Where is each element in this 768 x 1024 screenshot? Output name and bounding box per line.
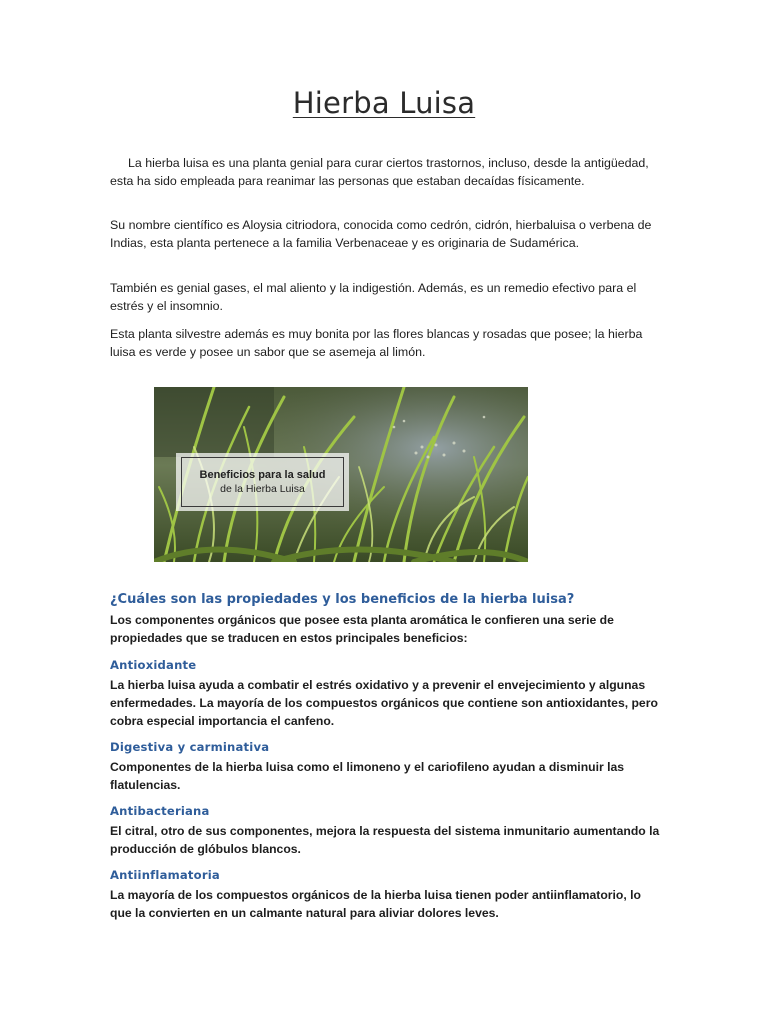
intro-paragraph-text: También es genial gases, el mal aliento y la indigestión. Además, es un remedio efectivo para el estrés y el insomnio. <box>110 281 637 313</box>
intro-paragraph-2 <box>110 216 662 252</box>
intro-paragraph-text: Su nombre científico es Aloysia citriodora, conocida como cedrón, cidrón, hierbaluisa o verbena de Indias, esta planta pertenece a la familia Verbenaceae y es originaria de Sudamérica. <box>110 218 652 250</box>
benefit-heading-digestiva: Digestiva y carminativa <box>110 740 270 754</box>
image-banner-line-1: Beneficios para la salud <box>199 469 326 481</box>
benefit-heading-antibacteriana: Antibacteriana <box>110 804 210 818</box>
benefit-heading-antioxidante: Antioxidante <box>110 658 197 672</box>
intro-paragraph-3 <box>110 279 662 315</box>
intro-paragraph-4 <box>110 325 662 361</box>
section-intro-text: Los componentes orgánicos que posee esta planta aromática le confieren una serie de propiedades que se traducen en estos principales beneficios: <box>110 613 614 645</box>
document-title <box>0 86 768 120</box>
hierba-luisa-photo <box>154 387 528 562</box>
benefit-text-antibacteriana <box>110 822 662 858</box>
section-intro <box>110 611 662 647</box>
image-banner <box>176 453 349 511</box>
section-heading: ¿Cuáles son las propiedades y los beneficios de la hierba luisa? <box>110 592 575 607</box>
benefit-text: La hierba luisa ayuda a combatir el estrés oxidativo y a prevenir el envejecimiento y algunas enfermedades. La mayoría de los compuestos orgánicos que contiene son antioxidantes, pero cobra especial importancia el canfeno. <box>110 678 658 728</box>
intro-paragraph-1 <box>110 154 662 190</box>
benefit-text: Componentes de la hierba luisa como el limoneno y el cariofileno ayudan a disminuir las flatulencias. <box>110 760 625 792</box>
intro-paragraph-text: La hierba luisa es una planta genial para curar ciertos trastornos, incluso, desde la antigüedad, esta ha sido empleada para reanimar las personas que estaban decaídas físicamente. <box>110 156 649 188</box>
image-banner-frame <box>181 457 344 507</box>
benefit-text-digestiva <box>110 758 662 794</box>
benefit-text: El citral, otro de sus componentes, mejora la respuesta del sistema inmunitario aumentando la producción de glóbulos blancos. <box>110 824 660 856</box>
benefit-text: La mayoría de los compuestos orgánicos de la hierba luisa tienen poder antiinflamatorio, lo que la convierten en un calmante natural para aliviar dolores leves. <box>110 888 641 920</box>
benefit-text-antioxidante <box>110 676 662 730</box>
benefit-heading-antiinflamatoria: Antiinflamatoria <box>110 868 220 882</box>
document-title-text: Hierba Luisa <box>292 86 476 120</box>
image-banner-line-2: de la Hierba Luisa <box>220 483 305 495</box>
intro-paragraph-text: Esta planta silvestre además es muy bonita por las flores blancas y rosadas que posee; la hierba luisa es verde y posee un sabor que se asemeja al limón. <box>110 327 643 359</box>
benefit-text-antiinflamatoria <box>110 886 662 922</box>
